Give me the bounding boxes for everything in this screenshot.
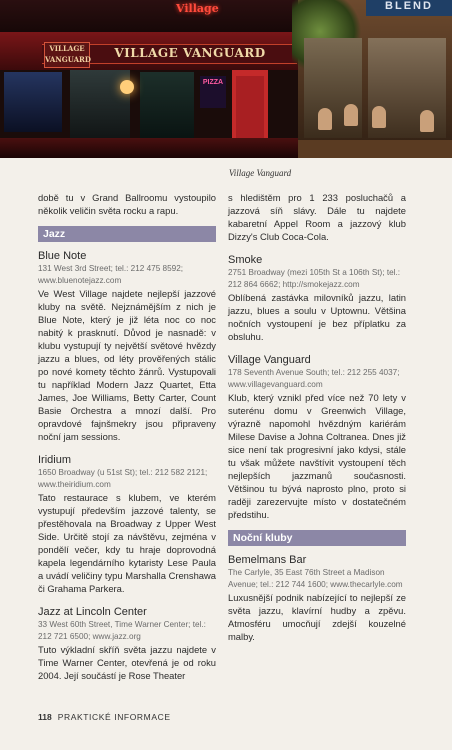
venue-name: Smoke — [228, 254, 263, 266]
spacer — [228, 343, 406, 353]
section-heading-jazz: Jazz — [38, 226, 216, 242]
intro-text: době tu v Grand Ballroomu vystoupilo několik veličin světa rocku a rapu. — [38, 192, 216, 216]
venue-description: Ve West Village najdete nejlepší jazzové kluby na světě. Nejznámějším z nich je Blue Note, který je již léta noc co noc nabitý k prasknutí. Důvod je nasnadě: v klubu vystupují ty největší světové hvězdy jazzu a blues, od léty prověřených stálic po nové komety těchto žánrů. Vystupovali tu například Modern Jazz Quartet, Etta James, Joe Williams, Betty Carter, Count Basie Orchestra a mnozí další. Pro opravdové fajnšmekry jsou připraveny noční jam sessions. — [38, 288, 216, 442]
right-column — [228, 191, 406, 643]
venue-description: Klub, který vznikl před více než 70 lety v suterénu domu v Greenwich Village, výrazně napomohl hvězdným kariérám Milese Davise a Johna Coltranea. Dnes již sice není tak progresivní jako kdysi, stále tu však můžete navštívit vystoupení těch nejlepších jazzmanů současnosti. Většinou tu bývá naprosto plno, proto si raději zarezervujte místo v dostatečném předstihu. — [228, 392, 406, 520]
photo-window — [70, 70, 130, 140]
venue-address: The Carlyle, 35 East 76th Street a Madison Avenue; tel.: 212 744 1600; www.thecarlyle.com — [228, 568, 403, 589]
photo-cafe-sign: BLEND — [366, 0, 452, 16]
spacer — [38, 443, 216, 453]
photo-window — [140, 72, 194, 142]
section-heading-nightclubs: Noční kluby — [228, 530, 406, 546]
photo-person — [344, 104, 358, 126]
footer-section-name: PRAKTICKÉ INFORMACE — [57, 712, 171, 722]
photo-street — [0, 138, 300, 158]
venue-address: 2751 Broadway (mezi 105th St a 106th St); tel.: 212 864 6662; http://smokejazz.com — [228, 268, 401, 289]
venue-name: Iridium — [38, 454, 72, 466]
venue-description: Tato restaurace s klubem, ve kterém vystupují především jazzové talenty, se přestěhovala na Broadway z Upper West Side. Určitě stojí za návštěvu, zejména v pondělí večer, kdy tu hraje doprovodná kapela legendárního kytaristy Lese Paula a uvádí veličiny typu Marshalla Crenshawa či Grahama Parkera. — [38, 492, 216, 594]
photo-window — [4, 72, 62, 132]
photo-person — [318, 108, 332, 130]
photo-caption: Village Vanguard — [228, 168, 292, 178]
photo-person — [372, 106, 386, 128]
photo-pizza-sign: PIZZA — [200, 76, 226, 108]
photo-person — [420, 110, 434, 132]
venue-address: 131 West 3rd Street; tel.: 212 475 8592; www.bluenotejazz.com — [38, 264, 184, 285]
photo-small-sign: VILLAGE VANGUARD — [44, 42, 90, 68]
photo-cafe-rail — [298, 140, 452, 158]
photo-main-sign: VILLAGE VANGUARD — [114, 46, 266, 60]
venue-address: 33 West 60th Street, Time Warner Center; tel.: 212 721 6500; www.jazz.org — [38, 620, 206, 641]
venue-description: Oblíbená zastávka milovníků jazzu, latin jazzu, blues a soulu v Uptownu. Většina nočních vystoupení je bez příplatku za obsluhu. — [228, 292, 406, 342]
venue-address: 178 Seventh Avenue South; tel.: 212 255 4037; www.villagevanguard.com — [228, 368, 400, 389]
page-footer — [38, 712, 171, 722]
photo-neon-sign: Village — [176, 2, 219, 15]
venue-description: Luxusnější podnik nabízející to nejlepší ze světa jazzu, klavírní hudby a zpěvu. Atmosféru umocňují zdejší kouzelné malby. — [228, 592, 406, 642]
spacer — [228, 243, 406, 253]
photo-caption-wrap — [200, 163, 320, 181]
page-number: 118 — [38, 712, 52, 722]
photo-lamp — [120, 80, 134, 94]
venue-name: Village Vanguard — [228, 354, 311, 366]
venue-address: 1650 Broadway (u 51st St); tel.: 212 582 2121; www.theiridium.com — [38, 468, 208, 489]
left-column — [38, 191, 216, 682]
photo-village-vanguard — [0, 0, 452, 158]
continued-text: s hledištěm pro 1 233 posluchačů a jazzová síň slávy. Dále tu najdete kabaretní Appel Room a jazzový klub Dizzy's Club Coca-Cola. — [228, 192, 406, 242]
spacer — [38, 595, 216, 605]
venue-description: Tuto výkladní skříň světa jazzu najdete v Time Warner Center, otevřená je od roku 2004. Její součástí je Rose Theater — [38, 644, 216, 681]
venue-name: Bemelmans Bar — [228, 554, 307, 566]
venue-name: Jazz at Lincoln Center — [38, 606, 147, 618]
venue-name: Blue Note — [38, 250, 87, 262]
